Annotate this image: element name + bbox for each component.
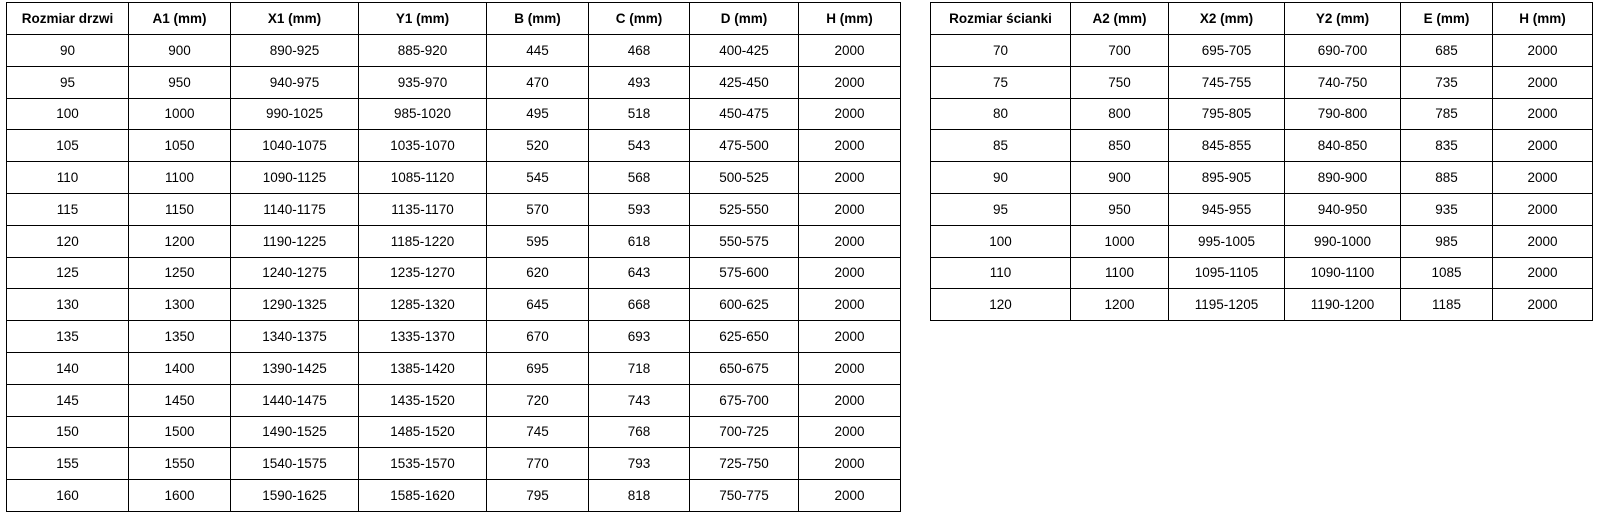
table-cell: 1190-1200 [1285,289,1401,321]
table-cell: 1500 [129,416,231,448]
table-cell: 2000 [799,225,901,257]
table-cell: 2000 [1493,66,1593,98]
table-cell: 1140-1175 [231,193,359,225]
table-row [7,384,901,416]
table-cell: 2000 [799,257,901,289]
walls-table-header [931,3,1593,35]
table-cell: 750 [1071,66,1169,98]
table-cell: 818 [589,480,690,512]
table-row [7,35,901,67]
table-cell: 675-700 [690,384,799,416]
table-cell: 835 [1401,130,1493,162]
table-cell: 2000 [1493,162,1593,194]
table-cell: 130 [7,289,129,321]
table-cell: 995-1005 [1169,225,1285,257]
table-cell: 2000 [1493,289,1593,321]
table-cell: 2000 [799,352,901,384]
table-cell: 900 [1071,162,1169,194]
table-cell: 110 [7,162,129,194]
table-cell: 890-925 [231,35,359,67]
table-cell: 90 [7,35,129,67]
table-row [7,289,901,321]
table-row [7,480,901,512]
table-cell: 2000 [799,321,901,353]
table-cell: 1000 [129,98,231,130]
table-cell: 845-855 [1169,130,1285,162]
table-cell: 1090-1125 [231,162,359,194]
table-cell: 625-650 [690,321,799,353]
table-cell: 2000 [1493,35,1593,67]
table-row [7,352,901,384]
table-cell: 795 [487,480,589,512]
table-cell: 1085 [1401,257,1493,289]
table-cell: 110 [931,257,1071,289]
table-row [7,66,901,98]
doors-dimensions-table-container [6,2,901,512]
table-cell: 1290-1325 [231,289,359,321]
table-cell: 768 [589,416,690,448]
table-cell: 1300 [129,289,231,321]
table-row [7,225,901,257]
table-cell: 745 [487,416,589,448]
table-cell: 1100 [1071,257,1169,289]
table-header-row [931,3,1593,35]
table-cell: 470 [487,66,589,98]
table-cell: 790-800 [1285,98,1401,130]
table-cell: 2000 [1493,130,1593,162]
column-header: D (mm) [690,3,799,35]
table-cell: 850 [1071,130,1169,162]
table-cell: 1200 [1071,289,1169,321]
doors-table-header [7,3,901,35]
table-cell: 120 [931,289,1071,321]
table-header-row [7,3,901,35]
table-cell: 600-625 [690,289,799,321]
table-cell: 543 [589,130,690,162]
column-header: E (mm) [1401,3,1493,35]
table-cell: 1490-1525 [231,416,359,448]
column-header: Rozmiar drzwi [7,3,129,35]
table-row [7,130,901,162]
table-cell: 100 [931,225,1071,257]
table-cell: 593 [589,193,690,225]
table-cell: 718 [589,352,690,384]
table-cell: 800 [1071,98,1169,130]
table-cell: 745-755 [1169,66,1285,98]
table-cell: 1600 [129,480,231,512]
table-cell: 693 [589,321,690,353]
table-cell: 985 [1401,225,1493,257]
table-row [7,416,901,448]
table-cell: 1185 [1401,289,1493,321]
table-cell: 570 [487,193,589,225]
table-cell: 1050 [129,130,231,162]
table-row [7,193,901,225]
table-cell: 990-1025 [231,98,359,130]
table-cell: 1350 [129,321,231,353]
table-cell: 1340-1375 [231,321,359,353]
table-cell: 695 [487,352,589,384]
table-cell: 120 [7,225,129,257]
table-cell: 900 [129,35,231,67]
table-cell: 500-525 [690,162,799,194]
doors-table-body [7,35,901,512]
table-cell: 1240-1275 [231,257,359,289]
table-cell: 940-950 [1285,193,1401,225]
table-row [931,130,1593,162]
table-cell: 840-850 [1285,130,1401,162]
table-cell: 645 [487,289,589,321]
table-cell: 1335-1370 [359,321,487,353]
column-header: A2 (mm) [1071,3,1169,35]
table-cell: 2000 [799,448,901,480]
table-row [7,162,901,194]
table-cell: 550-575 [690,225,799,257]
table-cell: 750-775 [690,480,799,512]
table-cell: 2000 [799,66,901,98]
table-cell: 1585-1620 [359,480,487,512]
table-cell: 150 [7,416,129,448]
table-cell: 950 [1071,193,1169,225]
table-cell: 2000 [799,289,901,321]
walls-dimensions-table [930,2,1593,321]
table-cell: 140 [7,352,129,384]
table-cell: 743 [589,384,690,416]
column-header: Y1 (mm) [359,3,487,35]
table-cell: 795-805 [1169,98,1285,130]
table-cell: 100 [7,98,129,130]
table-cell: 90 [931,162,1071,194]
table-cell: 950 [129,66,231,98]
table-cell: 725-750 [690,448,799,480]
table-cell: 985-1020 [359,98,487,130]
table-cell: 468 [589,35,690,67]
column-header: X1 (mm) [231,3,359,35]
table-cell: 1390-1425 [231,352,359,384]
table-cell: 400-425 [690,35,799,67]
table-cell: 1450 [129,384,231,416]
table-cell: 1035-1070 [359,130,487,162]
table-cell: 1100 [129,162,231,194]
table-cell: 1540-1575 [231,448,359,480]
table-row [931,257,1593,289]
table-cell: 2000 [799,416,901,448]
table-cell: 945-955 [1169,193,1285,225]
table-cell: 935-970 [359,66,487,98]
column-header: A1 (mm) [129,3,231,35]
table-cell: 95 [931,193,1071,225]
table-cell: 2000 [799,384,901,416]
table-cell: 145 [7,384,129,416]
table-row [931,225,1593,257]
table-cell: 700 [1071,35,1169,67]
table-cell: 685 [1401,35,1493,67]
table-cell: 80 [931,98,1071,130]
table-cell: 1485-1520 [359,416,487,448]
table-cell: 670 [487,321,589,353]
table-cell: 2000 [799,130,901,162]
table-row [7,448,901,480]
table-cell: 575-600 [690,257,799,289]
table-cell: 720 [487,384,589,416]
table-cell: 125 [7,257,129,289]
table-cell: 95 [7,66,129,98]
table-cell: 620 [487,257,589,289]
table-cell: 450-475 [690,98,799,130]
table-cell: 1185-1220 [359,225,487,257]
table-cell: 690-700 [1285,35,1401,67]
table-cell: 2000 [799,98,901,130]
table-cell: 1190-1225 [231,225,359,257]
table-cell: 445 [487,35,589,67]
table-row [931,35,1593,67]
table-cell: 650-675 [690,352,799,384]
table-cell: 475-500 [690,130,799,162]
table-cell: 1385-1420 [359,352,487,384]
table-cell: 1285-1320 [359,289,487,321]
table-row [931,289,1593,321]
table-cell: 1000 [1071,225,1169,257]
table-cell: 2000 [1493,257,1593,289]
table-cell: 1090-1100 [1285,257,1401,289]
table-cell: 793 [589,448,690,480]
walls-dimensions-table-container [930,2,1593,321]
table-cell: 785 [1401,98,1493,130]
table-cell: 85 [931,130,1071,162]
table-cell: 990-1000 [1285,225,1401,257]
table-row [7,257,901,289]
table-cell: 493 [589,66,690,98]
table-cell: 940-975 [231,66,359,98]
table-row [931,66,1593,98]
column-header: H (mm) [1493,3,1593,35]
table-cell: 568 [589,162,690,194]
table-cell: 895-905 [1169,162,1285,194]
table-cell: 2000 [799,480,901,512]
table-cell: 700-725 [690,416,799,448]
table-row [931,162,1593,194]
column-header: H (mm) [799,3,901,35]
table-cell: 1095-1105 [1169,257,1285,289]
table-row [931,193,1593,225]
table-cell: 1440-1475 [231,384,359,416]
table-cell: 1135-1170 [359,193,487,225]
table-cell: 115 [7,193,129,225]
table-cell: 668 [589,289,690,321]
table-cell: 135 [7,321,129,353]
table-cell: 545 [487,162,589,194]
table-cell: 1250 [129,257,231,289]
table-cell: 885-920 [359,35,487,67]
table-cell: 520 [487,130,589,162]
column-header: C (mm) [589,3,690,35]
table-cell: 1400 [129,352,231,384]
table-cell: 495 [487,98,589,130]
table-cell: 1150 [129,193,231,225]
table-cell: 1590-1625 [231,480,359,512]
column-header: Y2 (mm) [1285,3,1401,35]
table-cell: 2000 [799,35,901,67]
column-header: B (mm) [487,3,589,35]
table-cell: 2000 [799,193,901,225]
table-row [931,98,1593,130]
table-cell: 595 [487,225,589,257]
table-row [7,98,901,130]
table-cell: 770 [487,448,589,480]
table-cell: 2000 [1493,193,1593,225]
table-cell: 695-705 [1169,35,1285,67]
table-cell: 1235-1270 [359,257,487,289]
table-cell: 518 [589,98,690,130]
table-cell: 525-550 [690,193,799,225]
table-cell: 2000 [799,162,901,194]
column-header: X2 (mm) [1169,3,1285,35]
table-cell: 425-450 [690,66,799,98]
table-cell: 70 [931,35,1071,67]
table-cell: 75 [931,66,1071,98]
column-header: Rozmiar ścianki [931,3,1071,35]
table-cell: 2000 [1493,98,1593,130]
table-cell: 1040-1075 [231,130,359,162]
table-cell: 1200 [129,225,231,257]
table-cell: 885 [1401,162,1493,194]
table-cell: 1435-1520 [359,384,487,416]
table-cell: 618 [589,225,690,257]
table-cell: 935 [1401,193,1493,225]
table-cell: 1195-1205 [1169,289,1285,321]
table-cell: 155 [7,448,129,480]
table-row [7,321,901,353]
table-cell: 160 [7,480,129,512]
table-cell: 740-750 [1285,66,1401,98]
doors-dimensions-table [6,2,901,512]
table-cell: 890-900 [1285,162,1401,194]
walls-table-body [931,35,1593,321]
table-cell: 1085-1120 [359,162,487,194]
table-cell: 1550 [129,448,231,480]
table-cell: 735 [1401,66,1493,98]
table-cell: 2000 [1493,225,1593,257]
table-cell: 1535-1570 [359,448,487,480]
table-cell: 105 [7,130,129,162]
table-cell: 643 [589,257,690,289]
